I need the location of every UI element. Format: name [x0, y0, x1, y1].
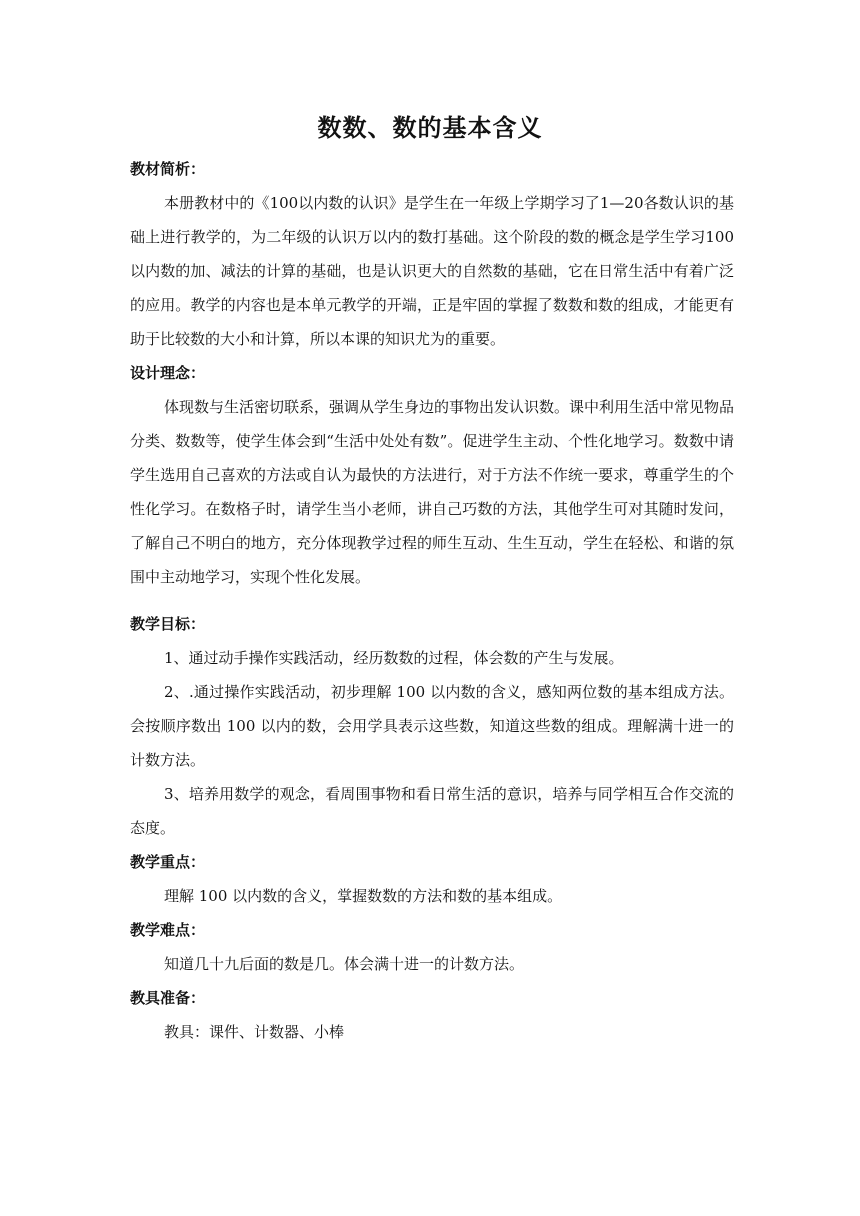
- document-body: [130, 152, 734, 1049]
- paragraph-difficulties: 知道几十九后面的数是几。体会满十进一的计数方法。: [164, 955, 525, 973]
- section-heading-teaching-aids: 教具准备：: [130, 989, 206, 1007]
- paragraph-key-points: 理解 100 以内数的含义，掌握数数的方法和数的基本组成。: [164, 887, 563, 905]
- paragraph-teaching-aids: 教具：课件、计数器、小棒: [164, 1023, 345, 1041]
- section-heading-key-points: 教学重点：: [130, 853, 206, 871]
- paragraph-goal-2: 2、.通过操作实践活动，初步理解 100 以内数的含义，感知两位数的基本组成方法。会按顺序数出 100 以内的数，会用学具表示这些数，知道这些数的组成。理解满十进一的计数方法。: [130, 683, 734, 769]
- section-heading-difficulties: 教学难点：: [130, 921, 206, 939]
- section-heading-textbook-analysis: 教材简析：: [130, 160, 206, 178]
- paragraph-goal-3: 3、培养用数学的观念，看周围事物和看日常生活的意识，培养与同学相互合作交流的态度。: [130, 785, 734, 837]
- document-title: 数数、数的基本含义: [317, 113, 543, 142]
- section-heading-design-concept: 设计理念：: [130, 364, 206, 382]
- paragraph-textbook-analysis: 本册教材中的《100以内数的认识》是学生在一年级上学期学习了1—20各数认识的基础上进行教学的，为二年级的认识万以内的数打基础。这个阶段的数的概念是学生学习100以内数的加、减法的计算的基础，也是认识更大的自然数的基础，它在日常生活中有着广泛的应用。教学的内容也是本单元教学的开端，正是牢固的掌握了数数和数的组成，才能更有助于比较数的大小和计算，所以本课的知识尤为的重要。: [130, 194, 734, 348]
- paragraph-design-concept: 体现数与生活密切联系，强调从学生身边的事物出发认识数。课中利用生活中常见物品分类、数数等，使学生体会到“生活中处处有数”。促进学生主动、个性化地学习。数数中请学生选用自己喜欢的方法或自认为最快的方法进行，对于方法不作统一要求，尊重学生的个性化学习。在数格子时，请学生当小老师，讲自己巧数的方法，其他学生可对其随时发问，了解自己不明白的地方，充分体现教学过程的师生互动、生生互动，学生在轻松、和谐的氛围中主动地学习，实现个性化发展。: [130, 398, 735, 586]
- section-spacer: [130, 594, 734, 607]
- section-heading-teaching-goals: 教学目标：: [130, 615, 206, 633]
- paragraph-goal-1: 1、通过动手操作实践活动，经历数数的过程，体会数的产生与发展。: [164, 649, 624, 667]
